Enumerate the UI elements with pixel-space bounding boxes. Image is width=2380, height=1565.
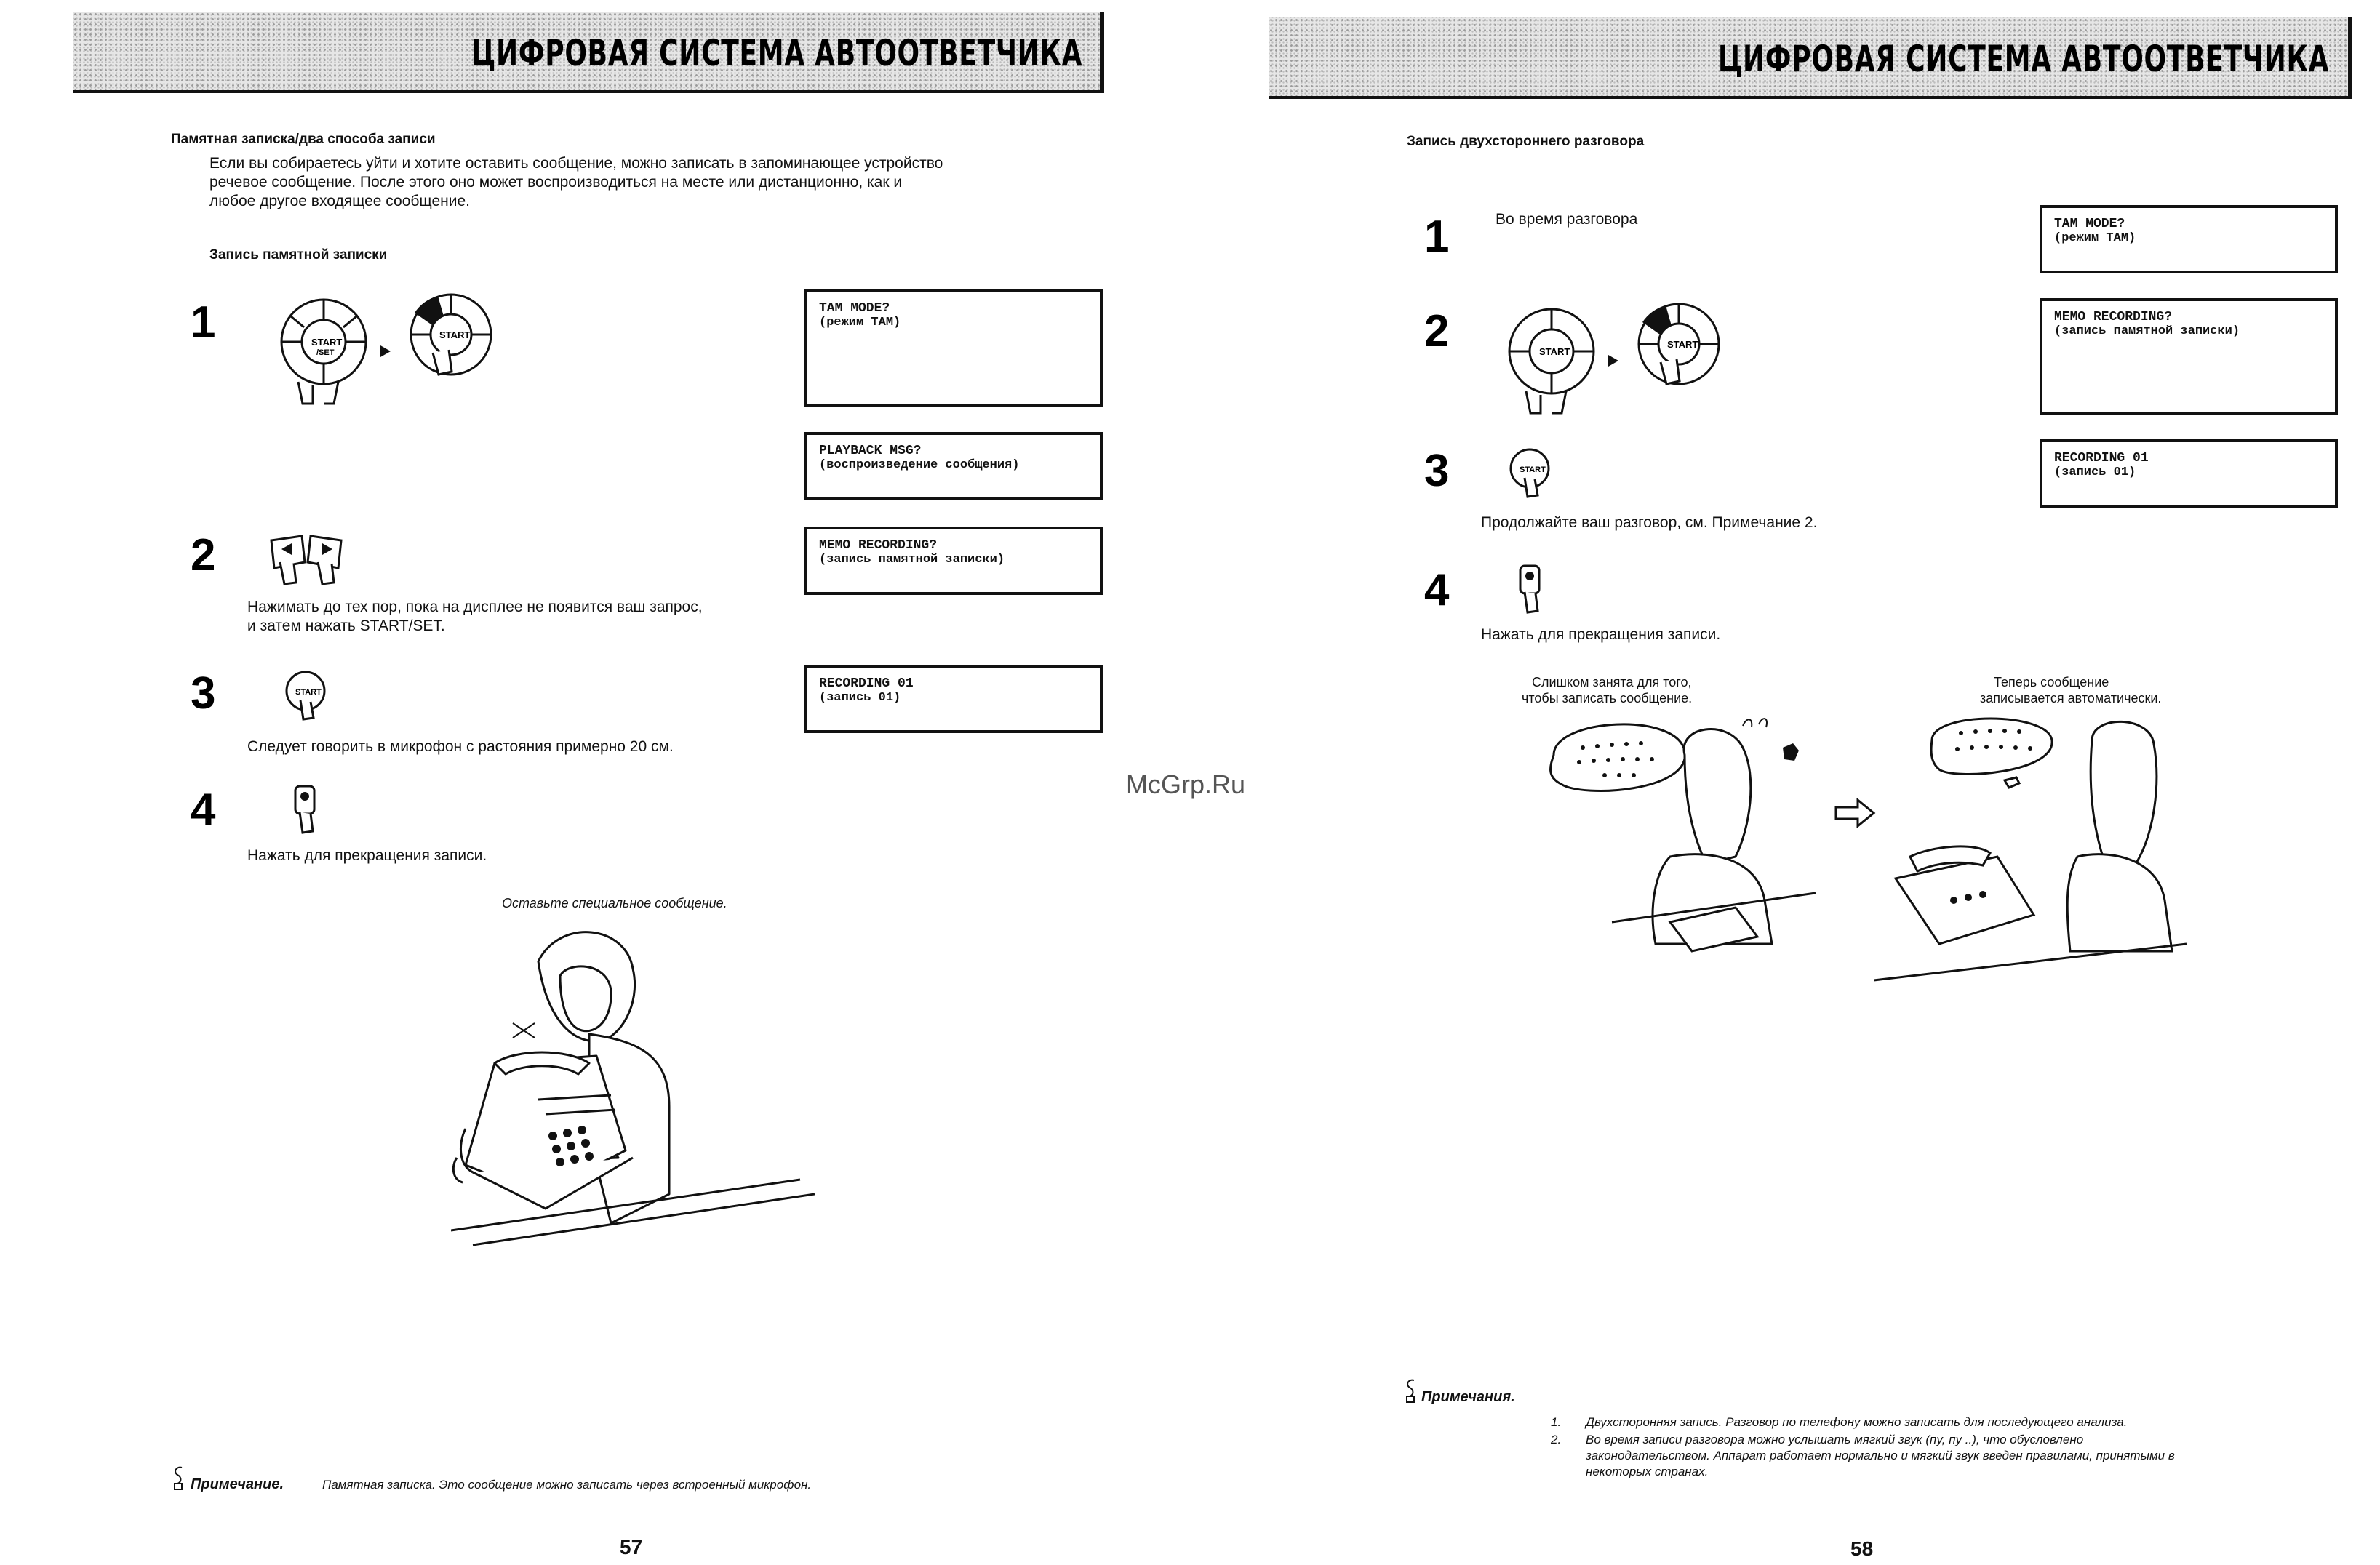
woman-at-fax-illustration [451,918,815,1260]
arrow-right-icon [1833,797,1877,829]
display-line-2: (запись памятной записки) [819,553,1005,567]
header-title: ЦИФРОВАЯ СИСТЕМА АВТООТВЕТЧИКА [1717,38,2329,80]
page-58 [1190,0,2380,1565]
header-band-left [73,12,1103,93]
fax-recording-automatically-illustration [1874,711,2187,1002]
step-number-3: 3 [1424,446,1450,496]
display-line-2: (запись 01) [819,691,901,705]
display-line-2: (воспроизведение сообщения) [819,458,1020,472]
caption-busy-2: чтобы записать сообщение. [1522,691,1693,705]
svg-text:START: START [1539,346,1570,357]
step-number-1: 1 [1424,212,1450,262]
stop-button-icon [1514,561,1551,615]
intro-line-1: Если вы собираетесь уйти и хотите оставить сообщение, можно записать в запоминающее устройство [209,155,943,172]
section-title: Запись двухстороннего разговора [1407,134,1645,149]
step-number-2: 2 [1424,306,1450,356]
step-number-3: 3 [191,668,216,719]
display-line-2: (запись памятной записки) [2054,324,2240,338]
display-playback-msg [804,432,1103,500]
header-edge [1100,12,1104,93]
svg-text:START: START [439,329,471,340]
display-tam-mode [2040,205,2338,273]
note-2-line-3: некоторых странах. [1586,1465,1709,1478]
svg-text:START: START [1667,339,1698,350]
display-tam-mode [804,289,1103,407]
note-2-number: 2. [1551,1433,1562,1446]
step-number-1: 1 [191,297,216,348]
arrow-keys-icon [265,533,349,588]
display-line-1: MEMO RECORDING? [819,538,938,553]
note-icon [172,1465,188,1491]
display-line-1: TAM MODE? [2054,217,2125,231]
caption-auto-2: записывается автоматически. [1980,691,2162,705]
display-line-1: RECORDING 01 [2054,451,2149,465]
watermark-text: McGrp.Ru [1126,769,1246,799]
start-set-button-icon [1504,445,1555,499]
display-recording-01 [2040,439,2338,508]
note-icon [1404,1377,1420,1404]
display-line-2: (режим TAM) [2054,231,2136,245]
note-1-number: 1. [1551,1415,1562,1429]
display-recording-01 [804,665,1103,733]
step-2-text-1: Нажимать до тех пор, пока на дисплее не появится ваш запрос, [247,599,703,615]
note-text: Памятная записка. Это сообщение можно записать через встроенный микрофон. [322,1478,812,1492]
section-title: Памятная записка/два способа записи [171,132,436,147]
page-number: 58 [1850,1537,1874,1560]
display-memo-recording [2040,298,2338,415]
step-1-text: Во время разговора [1496,211,1638,228]
intro-line-3: любое другое входящее сообщение. [209,193,470,209]
note-2-line-1: Во время записи разговора можно услышать мягкий звук (пу, пу ..), что обусловлено [1586,1433,2084,1446]
keypad-dial-icon [1497,297,1737,420]
step-4-text: Нажать для прекращения записи. [1481,626,1721,643]
svg-text:START: START [295,688,322,697]
display-memo-recording [804,527,1103,595]
display-line-1: PLAYBACK MSG? [819,444,922,458]
header-edge [2348,17,2352,99]
start-set-button-icon [280,668,331,721]
svg-text:START: START [311,337,343,348]
note-2-line-2: законодательством. Аппарат работает нормально и мягкий звук введен правилами, принятыми в [1586,1449,2175,1462]
step-number-4: 4 [1424,565,1450,615]
note-1-line-1: Двухсторонняя запись. Разговор по телефону можно записать для последующего анализа. [1586,1415,2128,1429]
display-line-1: RECORDING 01 [819,676,914,691]
stop-button-icon [289,782,326,836]
svg-text:START: START [1520,465,1546,474]
notes-label: Примечания. [1421,1389,1515,1405]
header-band-right [1269,17,2349,99]
subsection-title: Запись памятной записки [209,247,388,263]
page-number: 57 [620,1536,643,1558]
svg-text:/SET: /SET [316,348,335,357]
illustration-caption: Оставьте специальное сообщение. [502,896,727,910]
busy-woman-on-phone-illustration [1539,711,1816,988]
step-number-2: 2 [191,530,216,580]
intro-line-2: речевое сообщение. После этого оно может воспроизводиться на месте или дистанционно, как и [209,174,903,191]
caption-busy-1: Слишком занята для того, [1532,675,1692,689]
header-title: ЦИФРОВАЯ СИСТЕМА АВТООТВЕТЧИКА [471,32,1082,74]
caption-auto-1: Теперь сообщение [1994,675,2109,689]
step-2-text-2: и затем нажать START/SET. [247,617,445,634]
display-line-2: (режим TAM) [819,316,901,329]
step-3-text: Следует говорить в микрофон с растояния примерно 20 см. [247,738,674,755]
display-line-2: (запись 01) [2054,465,2136,479]
step-number-4: 4 [191,785,216,835]
keypad-dial-icon [269,287,509,411]
display-line-1: MEMO RECORDING? [2054,310,2173,324]
step-4-text: Нажать для прекращения записи. [247,847,487,864]
note-label: Примечание. [191,1476,284,1492]
display-line-1: TAM MODE? [819,301,890,316]
step-3-text: Продолжайте ваш разговор, см. Примечание 2. [1481,514,1818,531]
